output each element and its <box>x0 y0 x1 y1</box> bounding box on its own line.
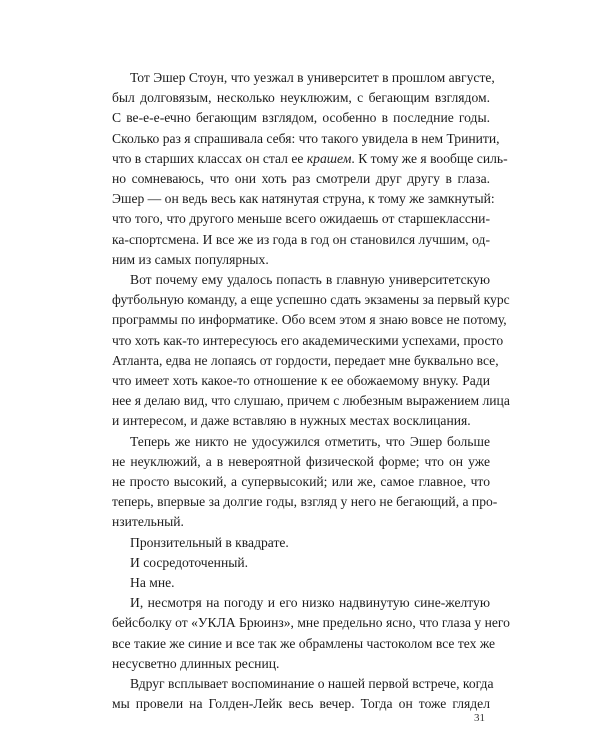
paragraph-2 <box>112 270 510 432</box>
text-line: Теперь же никто не удосужился отметить, что Эшер больше <box>130 433 490 449</box>
text-line: бейсболку от «УКЛА Брюинз», мне предельно ясно, что глаза у него <box>112 615 510 631</box>
text-line: С ве-е-е-ечно бегающим взглядом, особенно в последние годы. <box>112 110 490 126</box>
text-line: что того, что другого меньше всего ожидаешь от старшеклассни- <box>112 211 490 227</box>
text-line: Пронзительный в квадрате. <box>130 534 289 550</box>
paragraph-8 <box>112 674 494 714</box>
text-line: ним из самых популярных. <box>112 251 269 267</box>
text-line: не просто высокий, а супервысокий; или же, самое главное, что <box>112 474 490 490</box>
text-line: нее я делаю вид, что слушаю, причем с любезным выражением лица <box>112 393 510 409</box>
text-line: ка-спортсмена. И все же из года в год он становился лучшим, од- <box>112 231 490 247</box>
page-number: 31 <box>474 712 485 724</box>
text-line: программы по информатике. Обо всем этом я знаю вовсе не потому, <box>112 312 507 328</box>
text-line: что имеет хоть какое-то отношение к ее обожаемому внуку. Ради <box>112 373 490 389</box>
italic-word: крашем <box>306 150 352 166</box>
text-line: и интересом, и даже вставляю в нужных местах восклицания. <box>112 413 471 429</box>
paragraph-6 <box>112 573 490 593</box>
paragraph-5 <box>112 553 490 573</box>
text-line: Вот почему ему удалось попасть в главную университетскую <box>130 272 490 288</box>
text-line: И, несмотря на погоду и его низко надвинутую сине-желтую <box>130 595 490 611</box>
text-line: На мне. <box>130 575 175 591</box>
text-line: нзительный. <box>112 514 184 530</box>
text-line: мы провели на Голден-Лейк весь вечер. Тогда он тоже глядел <box>112 696 490 712</box>
text-line: Сколько раз я спрашивала себя: что такого увидела в нем Тринити, <box>112 130 500 146</box>
text-line: теперь, впервые за долгие годы, взгляд у него не бегающий, а про- <box>112 494 498 510</box>
text-line: И сосредоточенный. <box>130 554 249 570</box>
text-line <box>112 149 508 169</box>
text-line: футбольную команду, а еще успешно сдать экзамены за первый курс <box>112 292 510 308</box>
text-line: Эшер — он ведь весь как натянутая струна, к тому же замкнутый: <box>112 191 495 207</box>
text-line: несусветно длинных ресниц. <box>112 655 280 671</box>
paragraph-3 <box>112 432 498 533</box>
text-line: все такие же синие и все так же обрамлены частоколом все тех же <box>112 635 496 651</box>
text-line: был долговязым, несколько неуклюжим, с бегающим взглядом. <box>112 90 490 106</box>
text-line: Тот Эшер Стоун, что уезжал в университет в прошлом августе, <box>130 70 495 85</box>
text-line: но сомневаюсь, что они хоть раз смотрели друг другу в глаза. <box>112 171 490 187</box>
text-span: . К тому же я вообще силь- <box>351 150 508 166</box>
text-span: что в старших классах он стал ее <box>112 150 307 166</box>
paragraph-1 <box>112 68 508 270</box>
text-line: не неуклюжий, а в невероятной физической форме; что он уже <box>112 453 490 469</box>
paragraph-4 <box>112 533 490 553</box>
body-text <box>112 68 510 715</box>
text-line: что хоть как-то интересуюсь его академическими успехами, просто <box>112 332 504 348</box>
paragraph-7 <box>112 593 510 674</box>
text-line: Атланта, едва не лопаясь от гордости, передает мне буквально все, <box>112 352 499 368</box>
text-line: Вдруг всплывает воспоминание о нашей первой встрече, когда <box>130 676 494 692</box>
